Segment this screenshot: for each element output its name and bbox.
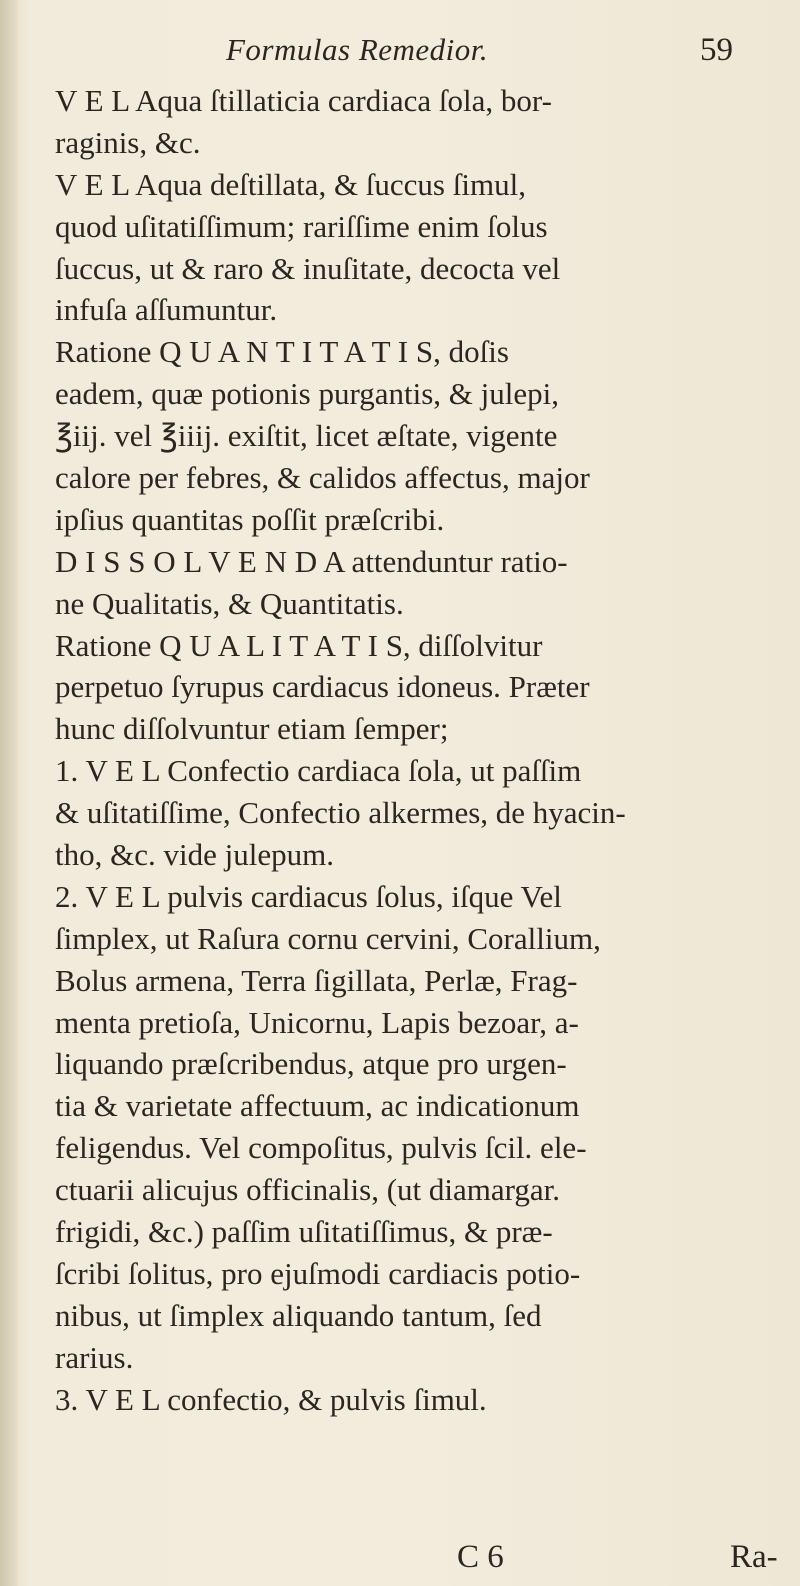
text-line: hunc diſſolvuntur etiam ſemper; xyxy=(55,711,449,747)
text-line: tia & varietate affectuum, ac indicationum xyxy=(55,1088,580,1124)
text-line: eadem, quæ potionis purgantis, & julepi, xyxy=(55,376,559,412)
text-line: raginis, &c. xyxy=(55,124,201,160)
text-line: menta pretioſa, Unicornu, Lapis bezoar, a- xyxy=(55,1004,579,1040)
text-line: ipſius quantitas poſſit præſcribi. xyxy=(55,501,445,537)
text-line: ctuarii alicujus officinalis, (ut diamargar. xyxy=(55,1172,561,1208)
text-line: infuſa aſſumuntur. xyxy=(55,292,278,328)
text-line: quod uſitatiſſimum; rariſſime enim ſolus xyxy=(55,208,548,244)
text-line: Bolus armena, Terra ſigillata, Perlæ, Frag- xyxy=(55,962,578,998)
text-line: V E L Aqua deſtillata, & ſuccus ſimul, xyxy=(55,166,526,202)
text-line: V E L Aqua ſtillaticia cardiaca ſola, bor- xyxy=(55,83,552,118)
text-line: calore per febres, & calidos affectus, major xyxy=(55,460,590,496)
text-line: ſuccus, ut & raro & inuſitate, decocta vel xyxy=(55,250,561,286)
text-line: ne Qualitatis, & Quantitatis. xyxy=(55,585,404,621)
page-footer xyxy=(0,1535,800,1583)
body-text xyxy=(55,80,790,1421)
running-title: Formulas Remedior. xyxy=(226,32,489,67)
page-number: 59 xyxy=(700,32,733,68)
text-line: feligendus. Vel compoſitus, pulvis ſcil. ele- xyxy=(55,1130,587,1166)
text-line: 2. V E L pulvis cardiacus ſolus, iſque Vel xyxy=(55,878,562,914)
page-header xyxy=(0,18,800,78)
text-line: nibus, ut ſimplex aliquando tantum, ſed xyxy=(55,1297,542,1333)
text-line: ſcribi ſolitus, pro ejuſmodi cardiacis potio- xyxy=(55,1255,581,1291)
text-line: frigidi, &c.) paſſim uſitatiſſimus, & præ- xyxy=(55,1214,553,1250)
text-line: ℥iij. vel ℥iiij. exiſtit, licet æſtate, vigente xyxy=(55,418,558,454)
text-line: 1. V E L Confectio cardiaca ſola, ut paſſim xyxy=(55,753,582,789)
text-line: perpetuo ſyrupus cardiacus idoneus. Præter xyxy=(55,669,590,705)
text-line: rarius. xyxy=(55,1339,134,1375)
catchword: Ra- xyxy=(730,1539,778,1575)
signature-mark: C 6 xyxy=(457,1539,504,1575)
text-line: D I S S O L V E N D A attenduntur ratio- xyxy=(55,543,568,579)
text-line: & uſitatiſſime, Confectio alkermes, de hyacin- xyxy=(55,795,626,831)
text-line: Ratione Q U A N T I T A T I S, doſis xyxy=(55,334,509,370)
text-line: ſimplex, ut Raſura cornu cervini, Corallium, xyxy=(55,920,601,956)
text-line: liquando præſcribendus, atque pro urgen- xyxy=(55,1046,567,1082)
text-line: tho, &c. vide julepum. xyxy=(55,837,334,873)
binding-gutter xyxy=(0,0,18,1586)
text-line: 3. V E L confectio, & pulvis ſimul. xyxy=(55,1381,487,1417)
text-line: Ratione Q U A L I T A T I S, diſſolvitur xyxy=(55,627,543,663)
